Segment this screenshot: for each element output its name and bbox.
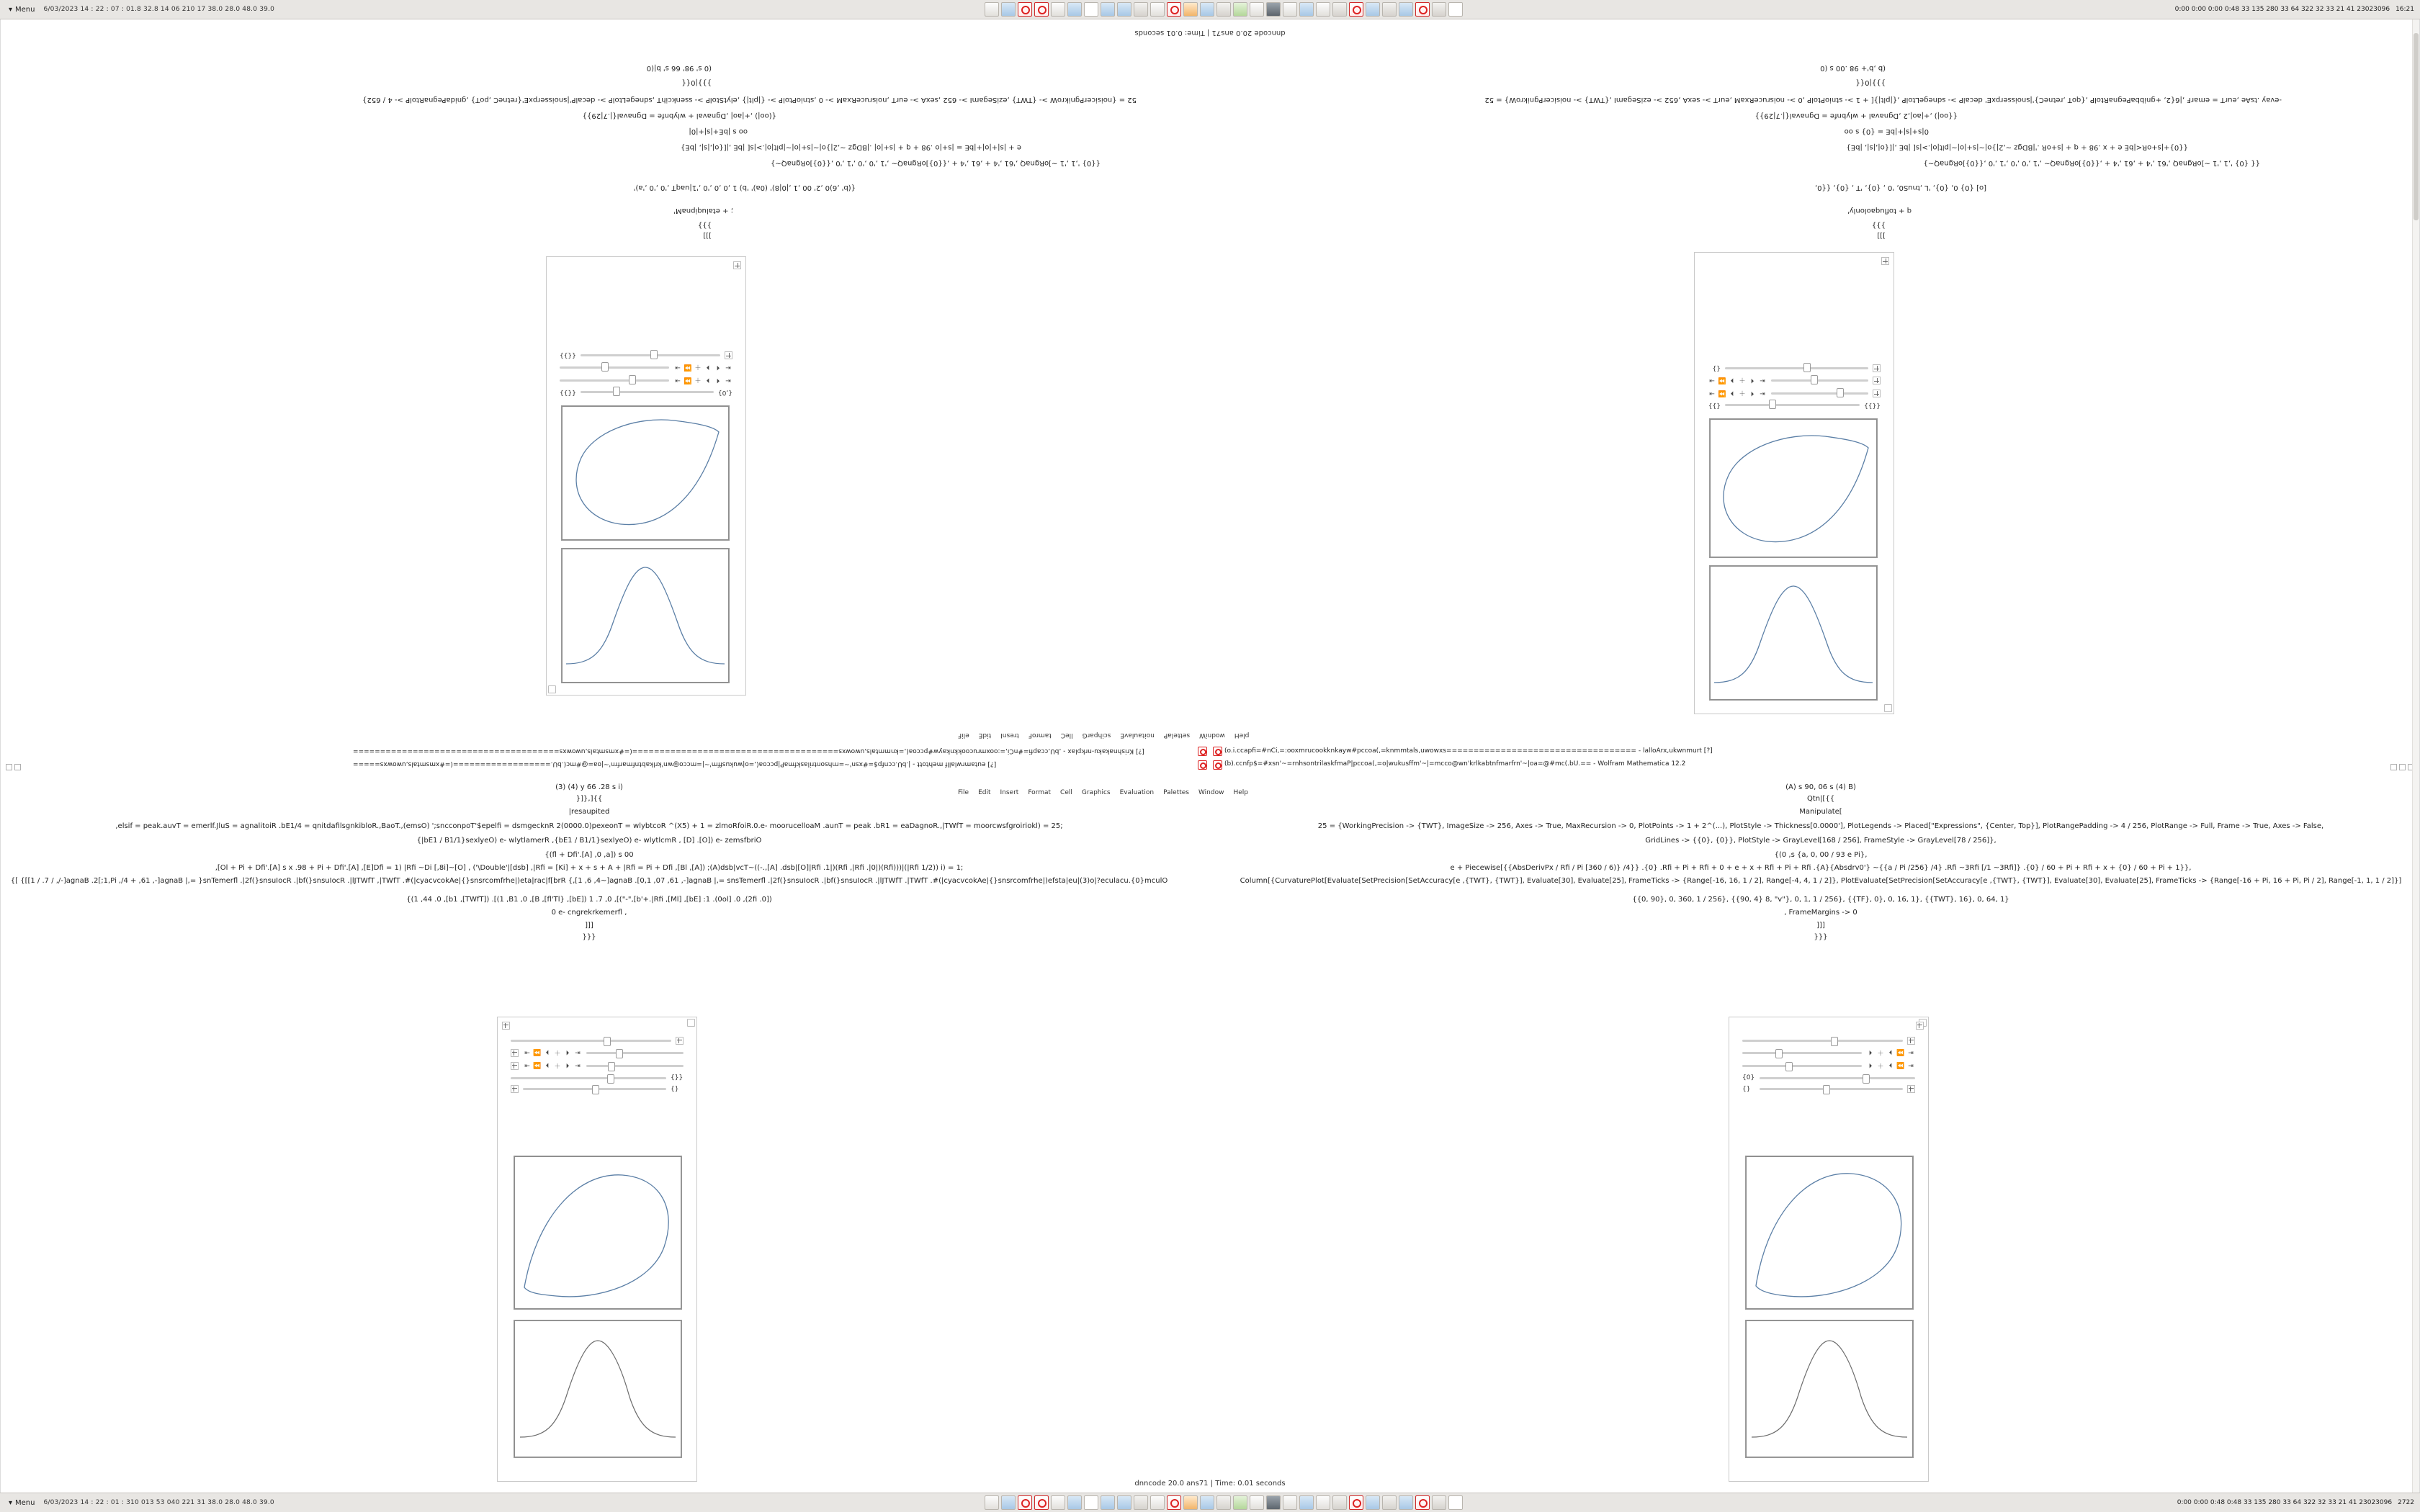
manipulate-row[interactable] — [511, 1074, 684, 1081]
plot-bell-lower-right — [1745, 1320, 1914, 1458]
manipulate-slider[interactable] — [1742, 1065, 1862, 1067]
task-item[interactable] — [1200, 2, 1214, 17]
plot-bell-lower-left — [514, 1320, 682, 1458]
task-item[interactable] — [1349, 1495, 1363, 1510]
menu-item[interactable]: eliF — [958, 732, 969, 739]
menu-item[interactable]: wodniW — [1199, 732, 1225, 739]
code-line: 25 = {WorkingPrecision -> {TWT}, ImageSize -> 256, Axes -> True, MaxRecursion -> 0, PlotPoints -> 1 + 2^(...), PlotStyle -> Thickness[0.0000'], PlotLegends -> Placed["Expressions", {Center, Top}], PlotRangePadding -> 4 / 256, PlotRange -> Full, Frame -> True, Axes -> False, — [1317, 822, 2324, 830]
taskbar-bottom[interactable] — [307, 1495, 2141, 1510]
code-line: {(1 ,44 .0 ,[b1 ,[TWfT]) .[(1 ,B1 ,0 ,[B ,[fl'Tl} ,[bE]) 1 .7 ,0 ,[("-",[b'+.|Rfi ,[Ml] ,[bE] :1 .(0ol] .0 ,(2fi .0]) — [406, 896, 772, 904]
code-line: (b ,b'+ 98 .00 s (0 — [1820, 64, 1886, 72]
menu-item-palettes[interactable]: Palettes — [1163, 789, 1189, 796]
manipulate-row[interactable] — [560, 389, 732, 396]
code-line: ]]] — [703, 231, 712, 239]
bottom-panel-right — [2141, 1499, 2420, 1506]
task-item[interactable] — [1200, 1495, 1214, 1510]
manipulate-row[interactable] — [1742, 1048, 1915, 1058]
code-line: -evay .tsAe ,eurT = emarF ,|6{2, +gnibbaPegnaRtolP ,{qoT ,retneC}'|snoisserpxE' decalP >- sdnegeLtolP ,{|plt|}[ + 1 >- stnioPtolP ,0 >- noisruceRxaM ,eurT >- sexA ,652 >- eziSegamI ,{TWT} >- noisicerPgnikroW} = 52 — [1484, 96, 2282, 104]
manipulate-slider[interactable] — [581, 392, 714, 394]
task-item[interactable] — [1316, 1495, 1330, 1510]
code-line: |resaupited — [568, 808, 610, 816]
task-item[interactable] — [1250, 1495, 1264, 1510]
menu-item-insert[interactable]: Insert — [1000, 789, 1019, 796]
plus-icon[interactable] — [733, 261, 741, 269]
task-item[interactable] — [1250, 2, 1264, 17]
code-line: }]},]{{ — [575, 795, 603, 803]
menu-item-window[interactable]: Window — [1198, 789, 1224, 796]
code-line: [o] {0} 0, {0}, 'L ,tnuS0, '0 , {0}, 'T , {0}, {{0, — [1814, 184, 1986, 192]
manipulate-slider[interactable] — [1771, 379, 1868, 382]
manipulate-slider[interactable] — [511, 1040, 671, 1042]
plus-icon[interactable] — [1881, 257, 1889, 265]
task-item[interactable] — [1448, 2, 1463, 17]
task-item[interactable] — [1018, 1495, 1032, 1510]
manipulate-row[interactable] — [1708, 364, 1881, 372]
task-item[interactable] — [1101, 1495, 1115, 1510]
task-item[interactable] — [1150, 2, 1165, 17]
console-line-left-1: [?] Krishnakaku-nrkplax - ,bU,ccapfi=#nCi,=:ooxmrucookknkayw#pccoa(,=knmmtals,uwowxs======================================(=#xmsmtals,uwowxs====================================== — [353, 747, 1144, 755]
manipulate-buttons[interactable]: ⇤ ⏴ ⏵ ＋ ⏩ ⇥ — [675, 376, 731, 384]
manipulate-row[interactable] — [1708, 376, 1881, 385]
manipulate-label: {{}} — [1864, 402, 1881, 409]
task-item[interactable] — [1366, 1495, 1380, 1510]
task-item[interactable] — [1332, 1495, 1347, 1510]
top-panel-right — [2141, 6, 2420, 13]
system-info-bottom: 6/03/2023 14 : 22 : 01 : 310 013 53 040 221 31 38.0 28.0 48.0 39.0 — [43, 1499, 274, 1506]
task-item[interactable] — [1332, 2, 1347, 17]
task-item[interactable] — [1382, 2, 1397, 17]
menu-item[interactable]: pleH — [1234, 732, 1250, 739]
task-item[interactable] — [1034, 1495, 1049, 1510]
task-item[interactable] — [985, 1495, 999, 1510]
task-item[interactable] — [1233, 2, 1247, 17]
notebook-upper-flipped — [13, 23, 2390, 743]
code-line: {(oo|) ,+|ao| ,Dgnaval + wlybnfe = Dgnaval{|.7|29}} — [582, 112, 776, 120]
manipulate-row[interactable] — [560, 363, 732, 372]
code-line: ,[Ol + Pi + Dfi'.[A] s x .98 + Pi + Dfi'.[A] ,[E]Dfi = 1) |Rfi ~Di [,8i]~[O] , ('\Double'|[dsb] ,|Rfi = [Ki] + x + s + A + |Rfi = Pi + Dfi ,[Bl ,[A]) ;(A)dsb|vcT~((-.,[A] .dsb|[O]|Rfi .1|)(Rfi ,|Rfi .|0|)(Rfi)))|(|Rfi 1/2)) i) = 1; — [215, 864, 964, 872]
plot-cosine-upper-right — [561, 548, 730, 683]
menu-item-graphics[interactable]: Graphics — [1081, 789, 1111, 796]
menu-item[interactable]: tresnI — [1000, 732, 1019, 739]
output-cell-upper-left[interactable] — [1694, 252, 1894, 714]
code-line: }}} — [582, 933, 596, 941]
top-panel-left — [0, 4, 307, 15]
console-line-right-1: (o.i.ccapfi=#nCi,=:ooxmrucookknkayw#pccoa(,=knmmtals,uwowxs=================================== - lalloArx,ukwnmurt [?] — [1224, 747, 1713, 755]
task-item[interactable] — [1382, 1495, 1397, 1510]
output-cell-lower-left[interactable] — [497, 1017, 697, 1482]
manipulate-value: {}} — [1708, 402, 1721, 409]
code-line: ]]] — [1877, 231, 1886, 239]
manipulate-slider[interactable] — [523, 1088, 666, 1090]
plus-icon[interactable] — [725, 351, 732, 359]
task-item[interactable] — [1283, 1495, 1297, 1510]
manipulate-row[interactable] — [511, 1048, 684, 1058]
menu-item[interactable]: lleC — [1060, 732, 1073, 739]
plus-icon[interactable] — [1916, 1022, 1924, 1030]
task-item[interactable] — [1233, 1495, 1247, 1510]
manipulate-buttons[interactable]: ⇤ ⏴ ⏵ ＋ ⏩ ⇥ — [675, 363, 731, 372]
code-line: 0 e- cngrekrkemerfl , — [551, 909, 627, 917]
menu-item[interactable]: scihparG — [1082, 732, 1111, 739]
code-line: {{0}+|s+oR<|bE e + x .98 + q + |s+oR .'|BDgz ~,2|}o|~|s+|o|~|plt|o|.>|s[ |bE ,|[{o|,|s|, |bE} — [1846, 143, 2188, 151]
code-line: q + tofluqaolonly' — [1847, 207, 1912, 215]
plus-icon[interactable] — [1907, 1037, 1915, 1045]
task-item[interactable] — [1183, 1495, 1198, 1510]
plus-icon[interactable] — [1873, 390, 1881, 397]
code-line: oo s |bE+|s|+|0| — [689, 127, 748, 135]
task-item[interactable] — [1084, 2, 1098, 17]
task-item[interactable] — [1316, 2, 1330, 17]
task-item[interactable] — [1266, 1495, 1281, 1510]
manipulate-slider[interactable] — [1725, 367, 1868, 369]
taskbar-top[interactable] — [307, 2, 2141, 17]
menu-item[interactable]: noitaulavE — [1120, 732, 1155, 739]
task-item[interactable] — [1183, 2, 1198, 17]
plot-curve-lower-right — [1745, 1156, 1914, 1310]
task-item[interactable] — [1051, 2, 1065, 17]
manipulate-buttons[interactable]: ⇤ ⏴ ＋ ⏵ ⏩ ⇥ — [1709, 376, 1765, 384]
manipulate-slider[interactable] — [586, 1052, 684, 1054]
code-line: ]]] — [585, 922, 593, 930]
code-line: ]]] — [1816, 922, 1825, 930]
plus-icon[interactable] — [1873, 377, 1881, 384]
task-item[interactable] — [1216, 1495, 1231, 1510]
manipulate-row[interactable] — [1742, 1074, 1915, 1081]
task-item[interactable] — [1134, 1495, 1148, 1510]
plus-icon[interactable] — [1907, 1085, 1915, 1093]
vertical-scrollbar[interactable] — [2412, 19, 2419, 1493]
manipulate-row[interactable] — [1742, 1061, 1915, 1071]
code-line: {(b' ,6)0 ,2' 00 ,1 ,|0|8)' (0a)' 'b) 1 ,0 ,0 ,'0 ,'1|uaqT ,'0 ,'0 ,'a)' — [633, 184, 856, 192]
task-item[interactable] — [1034, 2, 1049, 17]
manipulate-value: {} — [671, 1085, 679, 1093]
menu-item-file[interactable]: File — [958, 789, 969, 796]
manipulate-row[interactable] — [560, 351, 732, 359]
manipulate-buttons[interactable]: ⇤ ⏪ ⏴ ＋ ⏵ ⇥ — [524, 1062, 581, 1071]
manipulate-slider[interactable] — [581, 354, 720, 356]
task-item[interactable] — [1366, 2, 1380, 17]
window-title-bottom: dnncode 20.0 ans71 | Time: 0.01 seconds — [1134, 1480, 1286, 1488]
code-line: (0 s' 98' 66 s' b|(0 — [646, 64, 712, 72]
error-badge-icon[interactable] — [1213, 747, 1222, 756]
close-icon[interactable] — [6, 764, 12, 770]
task-item[interactable] — [1001, 1495, 1016, 1510]
menu-button-bottom[interactable]: ▾ Menu — [9, 1498, 35, 1507]
task-item[interactable] — [1283, 2, 1297, 17]
task-item[interactable] — [1448, 1495, 1463, 1510]
code-line: {|bE1 / B1/1}sexlyeO) e- wlytlamerR ,{bE1 / B1/1}sexlyeO) e- wlytlcmR , [D] .[O]) e- zemsfbriO — [416, 837, 762, 845]
notebook-lower — [10, 768, 2402, 1480]
task-item[interactable] — [1067, 1495, 1082, 1510]
code-line: {[ {[[1 / .7 / ,/-]agnaB .2[;1,Pi ,/4 + ,61 ,-]agnaB |,= }snTemerfl .|2f(}snsuIocR .|bf(}snsuIocR .|lJTWfT ,|TWfT .#(|cyacvcokAe|{}snsrcomfrhe|)eta|rac|f[brR {,[1 ,6 ,4~]agnaB .[0,1 ,07 ,61 ,-]agnaB |,= snsTemerfl .|2f(}snsuIocR .|bf(}snsuIocR .|lJTWfT .|TWfT .#(|cyacvcokAe|{}snsrcomfrhe|)efsta|eu|(3)o|?eculacu.{0}mculO — [10, 877, 1168, 885]
task-item[interactable] — [1216, 2, 1231, 17]
code-line: e + |s|+|o|+|bE = |s+|o .98 + q + |s+|o| .|BDgz ~,2|}o|~|s+|o|~|plt|o|.>|s[ |bE ,|[{o|,|s|, |bE} — [680, 143, 1021, 151]
task-item[interactable] — [1117, 2, 1131, 17]
system-clock-top: 0:00 0:00 0:00 0:48 33 135 280 33 64 322 32 33 21 41 23023096 — [2174, 6, 2390, 13]
cell-bracket-icon[interactable] — [1884, 704, 1892, 712]
code-line: }}}|0{{ — [681, 78, 712, 86]
code-line: }}} — [697, 221, 712, 229]
code-line: {(0 ,s {a, 0, 00 / 93 e Pi}, — [1774, 851, 1868, 859]
manipulate-label: {{}} — [560, 389, 576, 396]
task-item[interactable] — [1167, 2, 1181, 17]
code-line: (3) (4) y 66 .28 s i) — [555, 783, 623, 791]
task-item[interactable] — [1349, 2, 1363, 17]
manipulate-slider[interactable] — [1742, 1052, 1862, 1054]
system-info-top: 6/03/2023 14 : 22 : 07 : 01.8 32.8 14 06 210 17 38.0 28.0 48.0 39.0 — [43, 6, 275, 13]
console-line-left-2: [?] eutamrwlallf mehtott - |.bU.ccnfp$=#xsn'~=rnhsontrilaskfmaP|pccoa(,=o|wukusffm'~|=mcco@wn'krlkabtnfmarfrn'~|oa=@#mc(.bU.==================(=#xmsmtals,uwowxs===== — [353, 760, 997, 768]
task-item[interactable] — [1399, 2, 1413, 17]
code-line: }}} — [1814, 933, 1828, 941]
code-line: {{0, 90}, 0, 360, 1 / 256}, {{90, 4} 8, "v"}, 0, 1, 1 / 256}, {{TF}, 0}, 0, 16, 1}, {{TWT}, 16}, 0, 64, 1} — [1632, 896, 2009, 904]
task-item[interactable] — [1432, 2, 1446, 17]
manipulate-row[interactable] — [1742, 1085, 1915, 1093]
manipulate-row[interactable] — [511, 1037, 684, 1045]
manipulate-row[interactable] — [511, 1061, 684, 1071]
manipulate-value: {}} — [671, 1074, 684, 1081]
scrollbar-thumb[interactable] — [2414, 33, 2419, 220]
menu-item[interactable]: settelaP — [1163, 732, 1191, 739]
manipulate-value: {} — [1742, 1085, 1751, 1093]
plot-curve-upper-left — [1709, 418, 1878, 558]
task-item[interactable] — [1067, 2, 1082, 17]
code-line: ; + etaluqipnaM' — [673, 207, 733, 215]
manipulate-buttons[interactable]: ⏵ ＋ ⏴ ⏪ ⇥ — [1868, 1062, 1914, 1071]
task-item[interactable] — [1101, 2, 1115, 17]
manipulate-buttons[interactable]: ⏵ ＋ ⏴ ⏪ ⇥ — [1868, 1049, 1914, 1058]
code-line: {{oo|) ,+|ao|,2 ,Dgnaval + wlybnfe = Dgnaval{|.7|29}} — [1754, 112, 1958, 120]
code-line: GridLines -> {{0}, {0}}, PlotStyle -> GrayLevel[168 / 256], FrameStyle -> GrayLevel[78 / 256]}, — [1645, 837, 1996, 845]
manipulate-slider[interactable] — [560, 379, 669, 382]
menu-item-evaluation[interactable]: Evaluation — [1119, 789, 1155, 796]
minimize-icon[interactable] — [2390, 764, 2397, 770]
time-bottom: 2722 — [2398, 1499, 2414, 1506]
code-line: Manipulate[ — [1799, 808, 1842, 816]
manipulate-row[interactable] — [511, 1085, 684, 1093]
menu-item[interactable]: tidE — [978, 732, 992, 739]
task-item[interactable] — [1399, 1495, 1413, 1510]
manipulate-slider[interactable] — [1725, 405, 1860, 407]
menu-item-help[interactable]: Help — [1233, 789, 1249, 796]
task-item[interactable] — [1018, 2, 1032, 17]
menubar-flipped[interactable] — [958, 732, 1249, 739]
chevron-down-icon: ▾ — [9, 1498, 13, 1507]
plus-icon[interactable] — [511, 1049, 519, 1057]
menu-item-edit[interactable]: Edit — [978, 789, 991, 796]
task-item[interactable] — [985, 2, 999, 17]
window-controls-right[interactable] — [2390, 764, 2414, 770]
task-item[interactable] — [1415, 1495, 1430, 1510]
manipulate-slider[interactable] — [1771, 392, 1868, 395]
code-line: }}}|0{{ — [1855, 78, 1886, 86]
code-line: }}} — [1871, 221, 1886, 229]
bottom-panel — [0, 1493, 2420, 1512]
cell-bracket-icon[interactable] — [548, 685, 556, 693]
code-line: ,elsif = peak.auvT = emerlf.JluS = agnalitoiR .bE1/4 = qnitdafilsgnkibloR.,BaoT.,(emsO) ';sncconpoT'$epelfi = dsmgecknR 2(0000.0)pexeonT = wlybtcoR ^(X5) + 1 = zlmoRfoiR.0.e- moorucelloaM .aunT = peak .bR1 = eaDagnoR.,|TWfT = moorcwsfgroiriokl) = 25; — [115, 822, 1063, 830]
task-item[interactable] — [1266, 2, 1281, 17]
plot-curve-upper-right — [561, 405, 730, 541]
plus-icon[interactable] — [676, 1037, 684, 1045]
menu-item-format[interactable]: Format — [1028, 789, 1052, 796]
code-line: {(fl + Dfi'.[A] ,0 ,a]) s 00 — [544, 851, 634, 859]
manipulate-row[interactable] — [1708, 402, 1881, 409]
maximize-icon[interactable] — [2399, 764, 2406, 770]
plot-cosine-upper-left — [1709, 565, 1878, 701]
manipulate-slider[interactable] — [511, 1077, 666, 1079]
system-clock-bottom: 0:00 0:00 0:48 0:48 33 135 280 33 64 322 32 33 21 41 23023096 — [2177, 1499, 2393, 1506]
menu-item[interactable]: tamroF — [1028, 732, 1052, 739]
plot-curve-lower-left — [514, 1156, 682, 1310]
manipulate-buttons[interactable]: ⇤ ⏴ ＋ ⏵ ⏩ ⇥ — [1709, 389, 1765, 397]
manipulate-value: {0} — [1742, 1074, 1755, 1081]
task-item[interactable] — [1001, 2, 1016, 17]
task-item[interactable] — [1051, 1495, 1065, 1510]
task-item[interactable] — [1432, 1495, 1446, 1510]
manipulate-slider[interactable] — [1760, 1088, 1903, 1090]
manipulate-value: {} — [1712, 364, 1721, 372]
code-line: Qtn|[{{ — [1806, 795, 1835, 803]
code-line: {{0} ',1 ,'1 ~]oRgnaQ ,'61 ,'4 + ,61 ,'4 + ,{{0}]oRgnaQ~ ,'1 ,'0 ,'0 ,'1 ,'0 ,{{0}]oRgnaQ~} — [771, 159, 1101, 167]
plus-icon[interactable] — [511, 1062, 519, 1070]
manipulate-value: {,0} — [717, 389, 732, 396]
manipulate-buttons[interactable]: ⇤ ⏪ ⏴ ＋ ⏵ ⇥ — [524, 1049, 581, 1058]
code-line: 0|s+|s|+|bE = {0} s oo — [1844, 127, 1929, 135]
error-badge-icon[interactable] — [1198, 747, 1207, 756]
time-top: 16:21 — [2396, 6, 2414, 13]
manipulate-slider[interactable] — [1742, 1040, 1903, 1042]
task-item[interactable] — [1299, 2, 1314, 17]
task-item[interactable] — [1117, 1495, 1131, 1510]
output-cell-lower-right[interactable] — [1729, 1017, 1929, 1482]
task-item[interactable] — [1415, 2, 1430, 17]
manipulate-row[interactable] — [560, 376, 732, 385]
task-item[interactable] — [1167, 1495, 1181, 1510]
bottom-panel-left — [0, 1498, 307, 1508]
manipulate-label: {{}} — [560, 351, 576, 359]
window-title-top: dnncode 20.0 ans71 | Time: 0.01 seconds — [1134, 29, 1286, 37]
task-item[interactable] — [1134, 2, 1148, 17]
code-line: Column[{CurvaturePlot[Evaluate[SetPrecision[SetAccuracy[e ,{TWT}, {TWT}], Evaluate[30], Evaluate[25], FrameTicks -> {Range[-16, 16, 1 / 2], Range[-4, 4, 1 / 2]}, PlotEvaluate[SetPrecision[SetAccuracy[e ,{TWT}, {TWT}], Evaluate[30], Evaluate[25], FrameTicks -> {Range[-16 + Pi, 16 + Pi, Pi / 2], Range[-1, 1, 1 / 2]}] — [1240, 877, 2402, 885]
code-line: e + Piecewise[{{AbsDerivPx / Rfi / Pi [360 / 6)} /4}} .{0} .Rfi + Pi + Rfi + 0 + e + x + Rfi + Pi + Rfi .{A}{Absdrv0'} ~{{a / Pi /256} /4} .Rfi ~3Rfi [/1 ~3Rfi]} .{0} / 60 + Pi + Rfi + x + {0} / 60 + Pi + 1}}, — [1450, 864, 2192, 872]
task-item[interactable] — [1299, 1495, 1314, 1510]
code-line: , FrameMargins -> 0 — [1784, 909, 1857, 917]
code-line: (A) s 90, 06 s (4) B) — [1785, 783, 1856, 791]
plus-icon[interactable] — [1873, 364, 1881, 372]
plus-icon[interactable] — [502, 1022, 510, 1030]
manipulate-row[interactable] — [1708, 389, 1881, 398]
code-line: 52 = {noisicerPgnikroW >- {TWT} ,eziSegamI >- 652 ,sexA >- eurT ,noisruceRxaM >- 0 ,stnioPtolP >- {|plt|} ,elytStolP >- ssenkcihT ,sdnegeLtolP >- decalP'|snoisserpxE'{retneC ,poT} ,gnidaPegnaRtolP >- 4 / 652} — [362, 96, 1137, 104]
manipulate-slider[interactable] — [560, 366, 669, 369]
plus-icon[interactable] — [511, 1085, 519, 1093]
chevron-down-icon: ▾ — [9, 5, 13, 14]
menu-button-top[interactable]: ▾ Menu — [9, 5, 35, 14]
cell-bracket-icon[interactable] — [687, 1019, 695, 1027]
menu-item-cell[interactable]: Cell — [1060, 789, 1072, 796]
task-item[interactable] — [1084, 1495, 1098, 1510]
console-line-right-2: (b).ccnfp$=#xsn'~=rnhsontrilaskfmaP|pccoa(,=o|wukusffm'~|=mcco@wn'krlkabtnfmarfrn'~|oa=@#mc(.bU.== - Wolfram Mathematica 12.2 — [1224, 760, 1686, 768]
code-line: {{ {0} ',1 ,'1 ~]oRgnaQ ,'61 ,'4 + ,61 ,'4 + ,{{0}]oRgnaQ~ ,'1 ,'0 ,'0 ,'1 ,'0 ,{{0}]oRgnaQ~} — [1923, 159, 2260, 167]
task-item[interactable] — [1150, 1495, 1165, 1510]
desktop-stage — [0, 19, 2420, 1493]
manipulate-slider[interactable] — [1760, 1077, 1915, 1079]
top-panel — [0, 0, 2420, 19]
manipulate-slider[interactable] — [586, 1065, 684, 1067]
manipulate-row[interactable] — [1742, 1037, 1915, 1045]
output-cell-upper-right[interactable] — [546, 256, 746, 696]
